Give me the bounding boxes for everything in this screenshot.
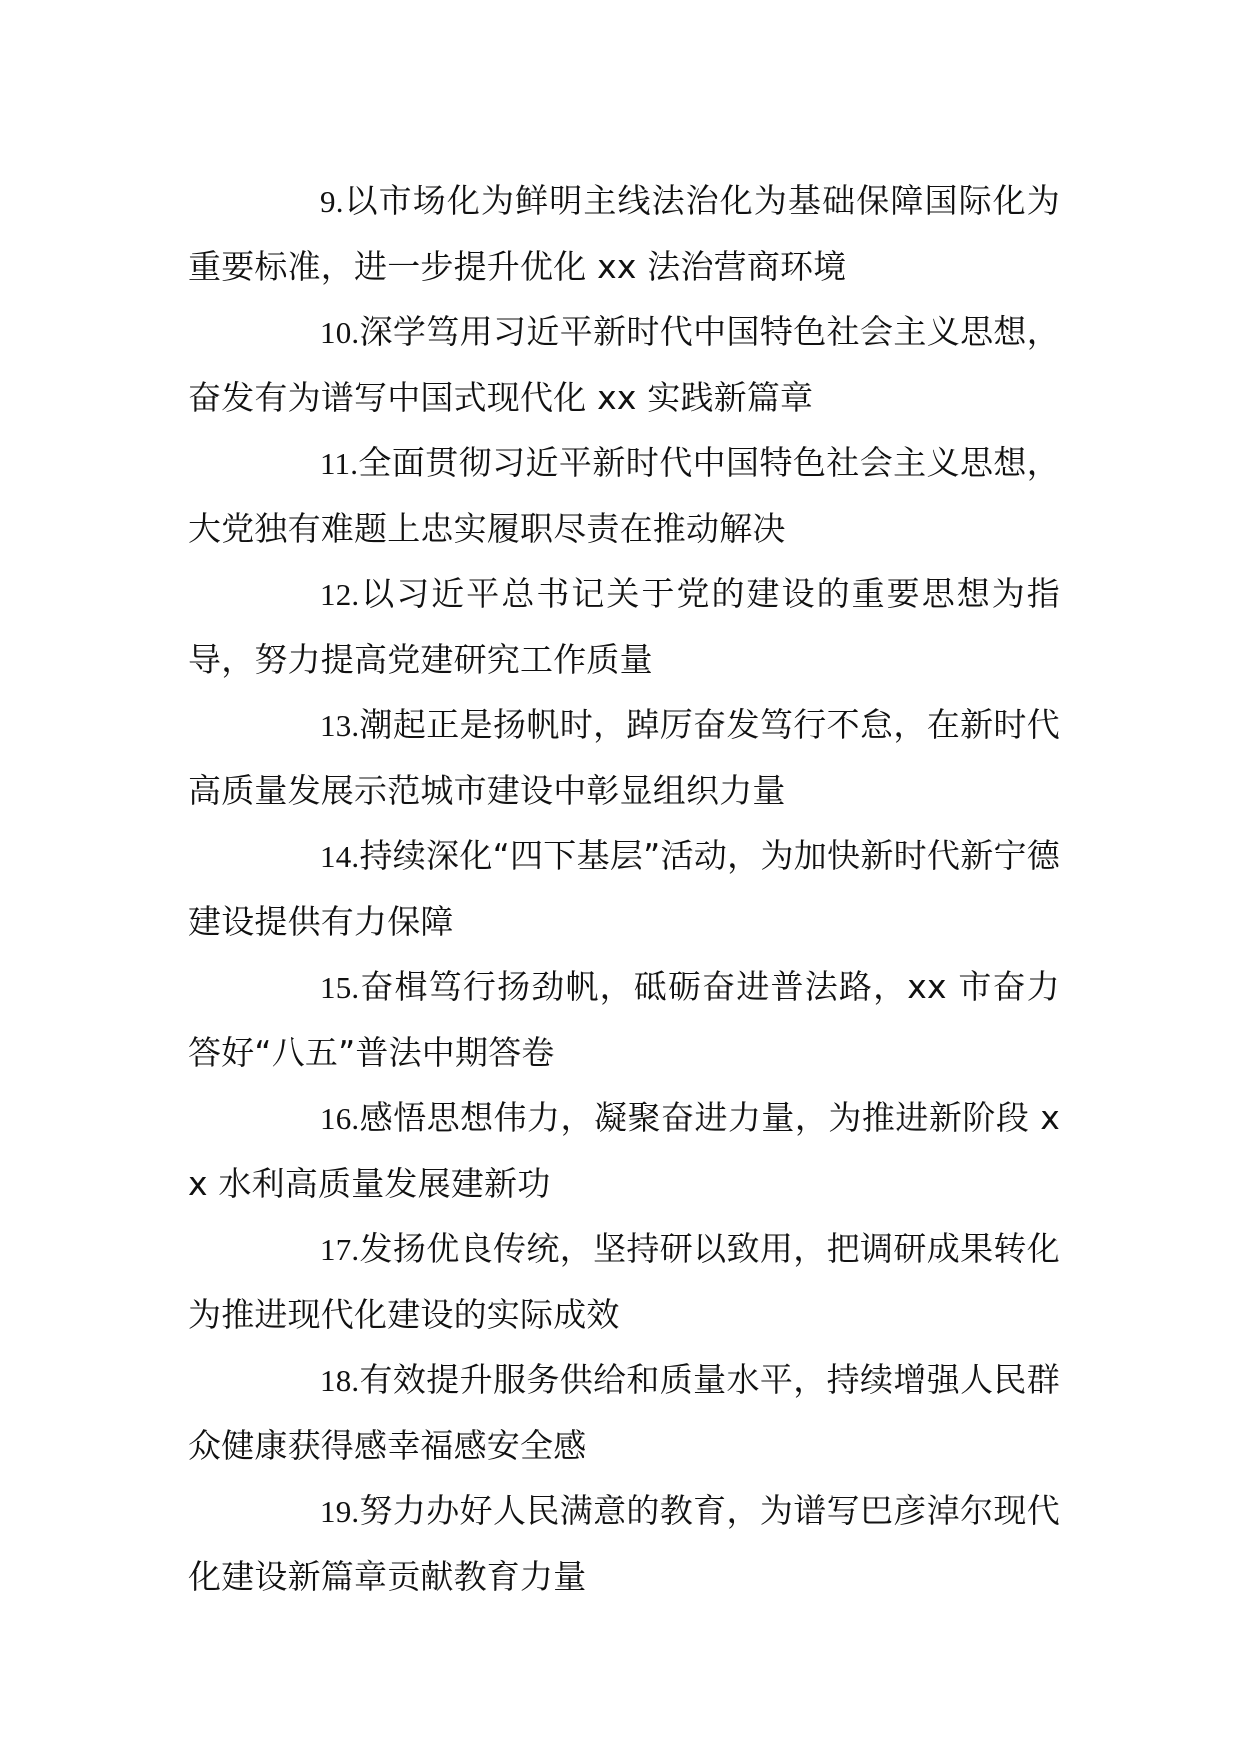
list-item <box>188 954 1060 1085</box>
item-text: 以市场化为鲜明主线法治化为基础保障国际化为重要标准，进一步提升优化 xx 法治营商环境 <box>188 181 1060 286</box>
item-number: 19. <box>320 1494 360 1529</box>
item-number: 15. <box>320 970 360 1005</box>
list-item <box>188 692 1060 823</box>
item-text: 发扬优良传统，坚持研以致用，把调研成果转化为推进现代化建设的实际成效 <box>188 1229 1060 1334</box>
item-number: 17. <box>320 1232 360 1267</box>
list-item <box>188 299 1060 430</box>
list-item <box>188 823 1060 954</box>
list-item <box>188 1216 1060 1347</box>
item-number: 9. <box>320 184 344 219</box>
item-text: 全面贯彻习近平新时代中国特色社会主义思想，大党独有难题上忠实履职尽责在推动解决 <box>188 443 1060 548</box>
item-text: 以习近平总书记关于党的建设的重要思想为指导，努力提高党建研究工作质量 <box>188 574 1060 679</box>
numbered-title-list <box>188 168 1060 1609</box>
list-item <box>188 168 1060 299</box>
item-text: 感悟思想伟力，凝聚奋进力量，为推进新阶段 xx 水利高质量发展建新功 <box>188 1098 1060 1203</box>
list-item <box>188 430 1060 561</box>
item-number: 16. <box>320 1101 360 1136</box>
list-item <box>188 1085 1060 1216</box>
list-item <box>188 1347 1060 1478</box>
item-number: 11. <box>320 446 359 481</box>
list-item <box>188 561 1060 692</box>
item-number: 12. <box>320 577 360 612</box>
item-number: 10. <box>320 315 360 350</box>
item-number: 13. <box>320 708 360 743</box>
item-number: 14. <box>320 839 360 874</box>
item-number: 18. <box>320 1363 360 1398</box>
list-item <box>188 1478 1060 1609</box>
item-text: 奋楫笃行扬劲帆，砥砺奋进普法路，xx 市奋力答好“八五”普法中期答卷 <box>188 967 1060 1072</box>
item-text: 深学笃用习近平新时代中国特色社会主义思想，奋发有为谱写中国式现代化 xx 实践新篇章 <box>188 312 1060 417</box>
item-text: 有效提升服务供给和质量水平，持续增强人民群众健康获得感幸福感安全感 <box>188 1360 1060 1465</box>
item-text: 努力办好人民满意的教育，为谱写巴彦淖尔现代化建设新篇章贡献教育力量 <box>188 1491 1060 1596</box>
item-text: 潮起正是扬帆时，踔厉奋发笃行不怠，在新时代高质量发展示范城市建设中彰显组织力量 <box>188 705 1060 810</box>
item-text: 持续深化“四下基层”活动，为加快新时代新宁德建设提供有力保障 <box>188 836 1060 941</box>
